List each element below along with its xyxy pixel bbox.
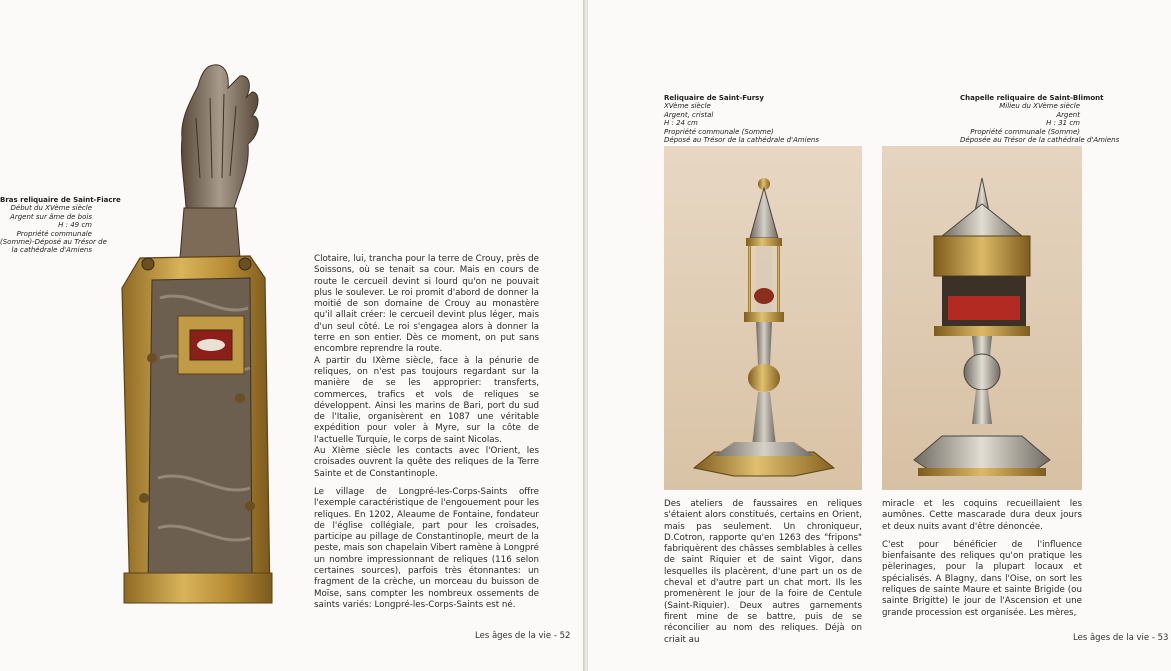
caption-line: Début du XVème siècle — [10, 204, 92, 213]
left-page-footer: Les âges de la vie - 52 — [475, 631, 571, 641]
caption-line: Propriété communale (Somme) — [664, 127, 774, 136]
arm-reliquary-illustration — [100, 58, 300, 613]
blimont-reliquary-illustration — [882, 146, 1082, 490]
arm-reliquary-caption — [0, 196, 121, 255]
paragraph: Des ateliers de faussaires en reliques s'étaient alors constitués, certains en Orient, mais pas seulement. Un chroniqueur, D.Cotron, rapporte qu'en 1263 des "fripons" fabriquèrent des châsses semblables à celles de saint Riquier et de saint Vigor, dans lesquelles ils placèrent, d'une part un os de cheval et d'autre part un chat mort. Ils les promenèrent le jour de la foire de Centule (Saint-Riquier). Deux autres garnements firent mine de se battre, puis de se réconcilier au nom des reliques. Déjà on criait au — [664, 499, 862, 645]
caption-title: Reliquaire de Saint-Fursy — [664, 94, 764, 102]
blimont-reliquary-photo — [882, 146, 1082, 490]
paragraph: A partir du IXème siècle, face à la pénurie de reliques, on n'est pas toujours regardant sur la manière de se les approprier: transferts, commerces, trafics et vols de reliques se développent. Ainsi les marins de Bari, port du sud de l'Italie, organisèrent en 1087 une véritable expédition pour voler à Myre, sur la côte de l'actuelle Turquie, le corps de saint Nicolas. — [314, 355, 539, 445]
caption-line: H : 49 cm — [58, 221, 92, 230]
left-body-text — [314, 254, 539, 618]
fursy-reliquary-photo — [664, 146, 862, 490]
caption-line: Argent — [1056, 110, 1080, 119]
right-body-text-column-1 — [664, 499, 862, 653]
caption-line: Argent sur âme de bois — [10, 212, 92, 221]
right-page-footer: Les âges de la vie - 53 — [1073, 633, 1169, 643]
caption-line: XVème siècle — [664, 102, 711, 111]
caption-line: (Somme)-Déposé au Trésor de — [0, 238, 107, 247]
arm-reliquary-photo — [100, 58, 300, 613]
blimont-caption — [960, 94, 1120, 145]
fursy-reliquary-illustration — [664, 146, 862, 490]
paragraph: Le village de Longpré-les-Corps-Saints offre l'exemple caractéristique de l'engouement pour les reliques. En 1202, Aleaume de Fontaine, fondateur de l'église collégiale, part pour les croisades, participe au pillage de Constantinople, meurt de la peste, mais son chapelain Vibert ramène à Longpré un nombre impressionnant de reliques (116 selon certaines sources), parfois très étonnantes: un fragment de la crèche, un morceau du buisson de Moïse, sans compter les nombreux ossements de saints variés: Longpré-les-Corps-Saints est né. — [314, 486, 539, 610]
caption-line: Propriété communale (Somme) — [970, 127, 1080, 136]
caption-line: Déposée au Trésor de la cathédrale d'Amiens — [960, 136, 1120, 145]
right-body-text-column-2 — [882, 499, 1082, 626]
caption-line: Déposé au Trésor de la cathédrale d'Amiens — [664, 136, 819, 145]
caption-title: Chapelle reliquaire de Saint-Blimont — [960, 94, 1104, 102]
caption-line: Milieu du XVème siècle — [999, 102, 1080, 111]
caption-line: Propriété communale — [16, 229, 92, 238]
paragraph: Clotaire, lui, trancha pour la terre de Crouy, près de Soissons, où se tenait sa cour. Mais en cours de route le cercueil devint si lourd qu'on ne pouvait plus le soulever. Le roi promit d'abord de donner la moitié de son domaine de Crouy au monastère qu'il allait créer: le cercueil devint plus léger, mais d'un seul côté. Le roi s'engagea alors à donner la terre en son entier. Dès ce moment, on put sans encombre reprendre la route. — [314, 254, 539, 355]
caption-line: la cathédrale d'Amiens — [11, 246, 92, 255]
paragraph: miracle et les coquins recueillaient les aumônes. Cette mascarade dura deux jours et deux nuits avant d'être dénoncée. — [882, 499, 1082, 532]
caption-line: Argent, cristal — [664, 110, 714, 119]
caption-line: H : 31 cm — [1046, 119, 1080, 128]
fursy-caption — [664, 94, 819, 144]
caption-line: H : 24 cm — [664, 119, 698, 128]
caption-title: Bras reliquaire de Saint-Fiacre — [0, 196, 121, 204]
paragraph: C'est pour bénéficier de l'influence bienfaisante des reliques qu'on pratique les pèlerinages, pour la plupart locaux et spécialisés. A Blagny, dans l'Oise, on sort les reliques de sainte Maure et sainte Brigide (ou sainte Brigitte) le jour de l'Ascension et une grande procession est organisée. Les mères, — [882, 539, 1082, 618]
paragraph: Au XIème siècle les contacts avec l'Orient, les croisades ouvrent la quête des reliques de la Terre Sainte et de Constantinople. — [314, 446, 539, 479]
